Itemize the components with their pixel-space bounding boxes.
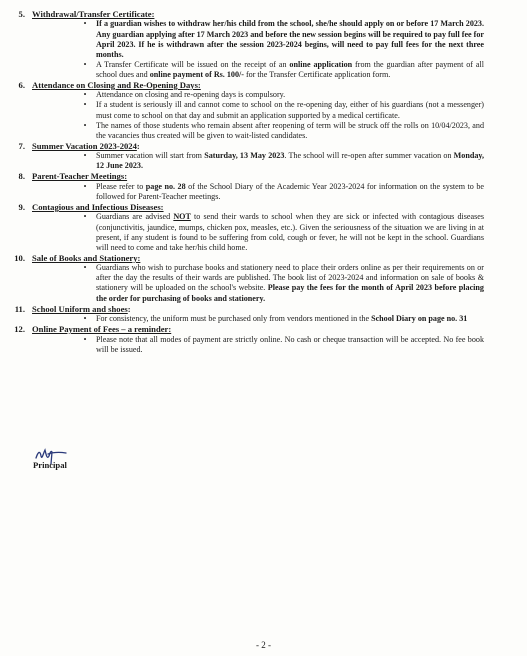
text-run: Summer vacation will start from <box>96 151 205 161</box>
text-run: page no. 28 <box>145 181 186 191</box>
section-title-text: Parent-Teacher Meetings: <box>32 171 128 182</box>
list-item <box>83 334 484 355</box>
bullet-list <box>0 263 527 303</box>
text-run: for the Transfer Certificate application form. <box>243 69 391 79</box>
section-title-suffix: : <box>127 303 131 314</box>
bullet-icon: • <box>83 19 87 29</box>
notice-sections <box>0 9 527 355</box>
section-12 <box>0 324 527 355</box>
text-run: from the guardian after payment of all school dues and <box>96 59 484 79</box>
bullet-icon: • <box>83 90 87 100</box>
section-title-text: Withdrawal/Transfer Certificate: <box>32 9 155 19</box>
section-title <box>32 141 140 151</box>
section-number: 6. <box>18 79 25 90</box>
section-title-text: School Uniform and shoes <box>32 303 128 314</box>
section-title-text: Attendance on Closing and Re-Opening Days: <box>32 79 201 90</box>
bullet-icon: • <box>83 212 87 222</box>
text-run: online payment of Rs. 100/- <box>149 69 244 79</box>
bullet-icon: • <box>83 151 87 161</box>
list-item <box>83 90 484 100</box>
text-run: If a guardian wishes to withdraw her/his child from the school, she/he should apply on or before 17 March 2023. Any guardian applying after 17 March 2023 and before the new session begins will be required to pay full fee for April 2023. If he is withdrawn after the session 2023-2024 begins, will need to pay full fees for the next three months. <box>96 19 484 59</box>
bullet-icon: • <box>83 100 87 110</box>
text-run: Guardians who wish to purchase books and stationery need to place their orders online as per their requirements on or after the day the results of their wards are published. The book list of 2023-2024 and information on sale of books & stationery will be uploaded on the school's website. <box>96 263 484 293</box>
text-run: Attendance on closing and re-opening days is compulsory. <box>96 90 286 100</box>
section-heading <box>0 171 527 181</box>
text-run: of the School Diary of the Academic Year 2023-2024 for information on the system to be followed for Parent-Teacher meetings. <box>96 181 484 201</box>
list-item <box>83 19 484 59</box>
bullet-icon: • <box>83 59 87 69</box>
text-run: If a student is seriously ill and cannot come to school on the re-opening day, either of his guardians (not a messenger) must come to school on that day and submit an application supported by a medical certificate. <box>96 100 484 120</box>
section-title-text: Contagious and Infectious Diseases: <box>32 202 164 213</box>
bullet-list <box>0 314 527 324</box>
text-run: NOT <box>173 212 191 222</box>
section-title <box>32 80 201 90</box>
list-item <box>83 120 484 141</box>
section-heading <box>0 9 527 19</box>
text-run: For consistency, the uniform must be purchased only from vendors mentioned in the <box>96 314 372 323</box>
section-title-suffix: : <box>136 140 140 151</box>
section-6 <box>0 80 527 141</box>
list-item <box>83 263 484 303</box>
section-number: 12. <box>14 324 25 335</box>
section-heading <box>0 304 527 314</box>
section-8 <box>0 171 527 202</box>
section-title-text: Summer Vacation 2023-2024 <box>32 140 137 151</box>
bullet-list <box>0 212 527 252</box>
section-7 <box>0 141 527 172</box>
text-run: School Diary on page no. 31 <box>371 314 468 323</box>
section-title-text: Sale of Books and Stationery: <box>32 252 141 263</box>
section-title <box>32 304 131 314</box>
section-number: 7. <box>18 140 25 151</box>
section-heading <box>0 202 527 212</box>
section-title <box>32 324 171 334</box>
bullet-list <box>0 182 527 202</box>
list-item <box>83 181 484 202</box>
section-title <box>32 171 127 181</box>
list-item <box>83 100 484 120</box>
bullet-icon: • <box>83 334 87 344</box>
section-number: 8. <box>18 171 25 182</box>
bullet-icon: • <box>83 120 87 130</box>
text-run: Please note that all modes of payment are strictly online. No cash or cheque transaction will be accepted. No fee book will be issued. <box>96 334 484 354</box>
section-heading <box>0 324 527 334</box>
section-title <box>32 253 140 263</box>
text-run: to send their wards to school when they are sick or infected with contagious diseases (conjunctivitis, jaundice, mumps, chicken pox, measles, etc.). Given the seriousness of the situation we are living in at present, if any student is found to be suffering from cold, cough or fever, he will not be kept in the school. Guardians will need to come and take her/his child home. <box>96 212 484 252</box>
section-5 <box>0 9 527 80</box>
bullet-list <box>0 151 527 171</box>
section-heading <box>0 80 527 90</box>
list-item <box>83 59 484 80</box>
text-run: Guardians are advised <box>96 212 174 222</box>
section-number: 10. <box>14 252 25 263</box>
section-10 <box>0 253 527 304</box>
section-title-text: Online Payment of Fees – a reminder: <box>32 324 172 335</box>
section-title <box>32 9 154 19</box>
bullet-icon: • <box>83 314 87 323</box>
section-11 <box>0 304 527 325</box>
text-run: The names of those students who remain absent after reopening of term will be struck off the rolls on 10/04/2023, and the vacancies thus created will be given to wait-listed candidates. <box>96 120 484 140</box>
list-item <box>83 314 484 324</box>
bullet-icon: • <box>83 263 87 273</box>
bullet-list <box>0 90 527 140</box>
text-run: . The school will re-open after summer vacation on <box>284 151 454 161</box>
bullet-icon: • <box>83 181 87 191</box>
text-run: Monday, 12 June 2023. <box>96 151 485 171</box>
section-number: 9. <box>18 202 25 213</box>
section-title <box>32 202 164 212</box>
section-number: 5. <box>18 9 25 19</box>
bullet-list <box>0 335 527 355</box>
text-run: online application <box>289 59 353 69</box>
list-item <box>83 151 485 171</box>
text-run: Saturday, 13 May 2023 <box>204 151 285 161</box>
section-heading <box>0 141 527 151</box>
section-9 <box>0 202 527 253</box>
section-heading <box>0 253 527 263</box>
text-run: Please pay the fees for the month of April 2023 before placing the order for purchasing of books and stationery. <box>96 283 484 303</box>
list-item <box>83 212 484 252</box>
principal-label: Principal <box>33 460 67 470</box>
bullet-list <box>0 19 527 80</box>
text-run: Please refer to <box>96 181 146 191</box>
page-number: - 2 - <box>256 640 271 650</box>
text-run: A Transfer Certificate will be issued on the receipt of an <box>96 59 290 69</box>
section-number: 11. <box>14 303 25 314</box>
